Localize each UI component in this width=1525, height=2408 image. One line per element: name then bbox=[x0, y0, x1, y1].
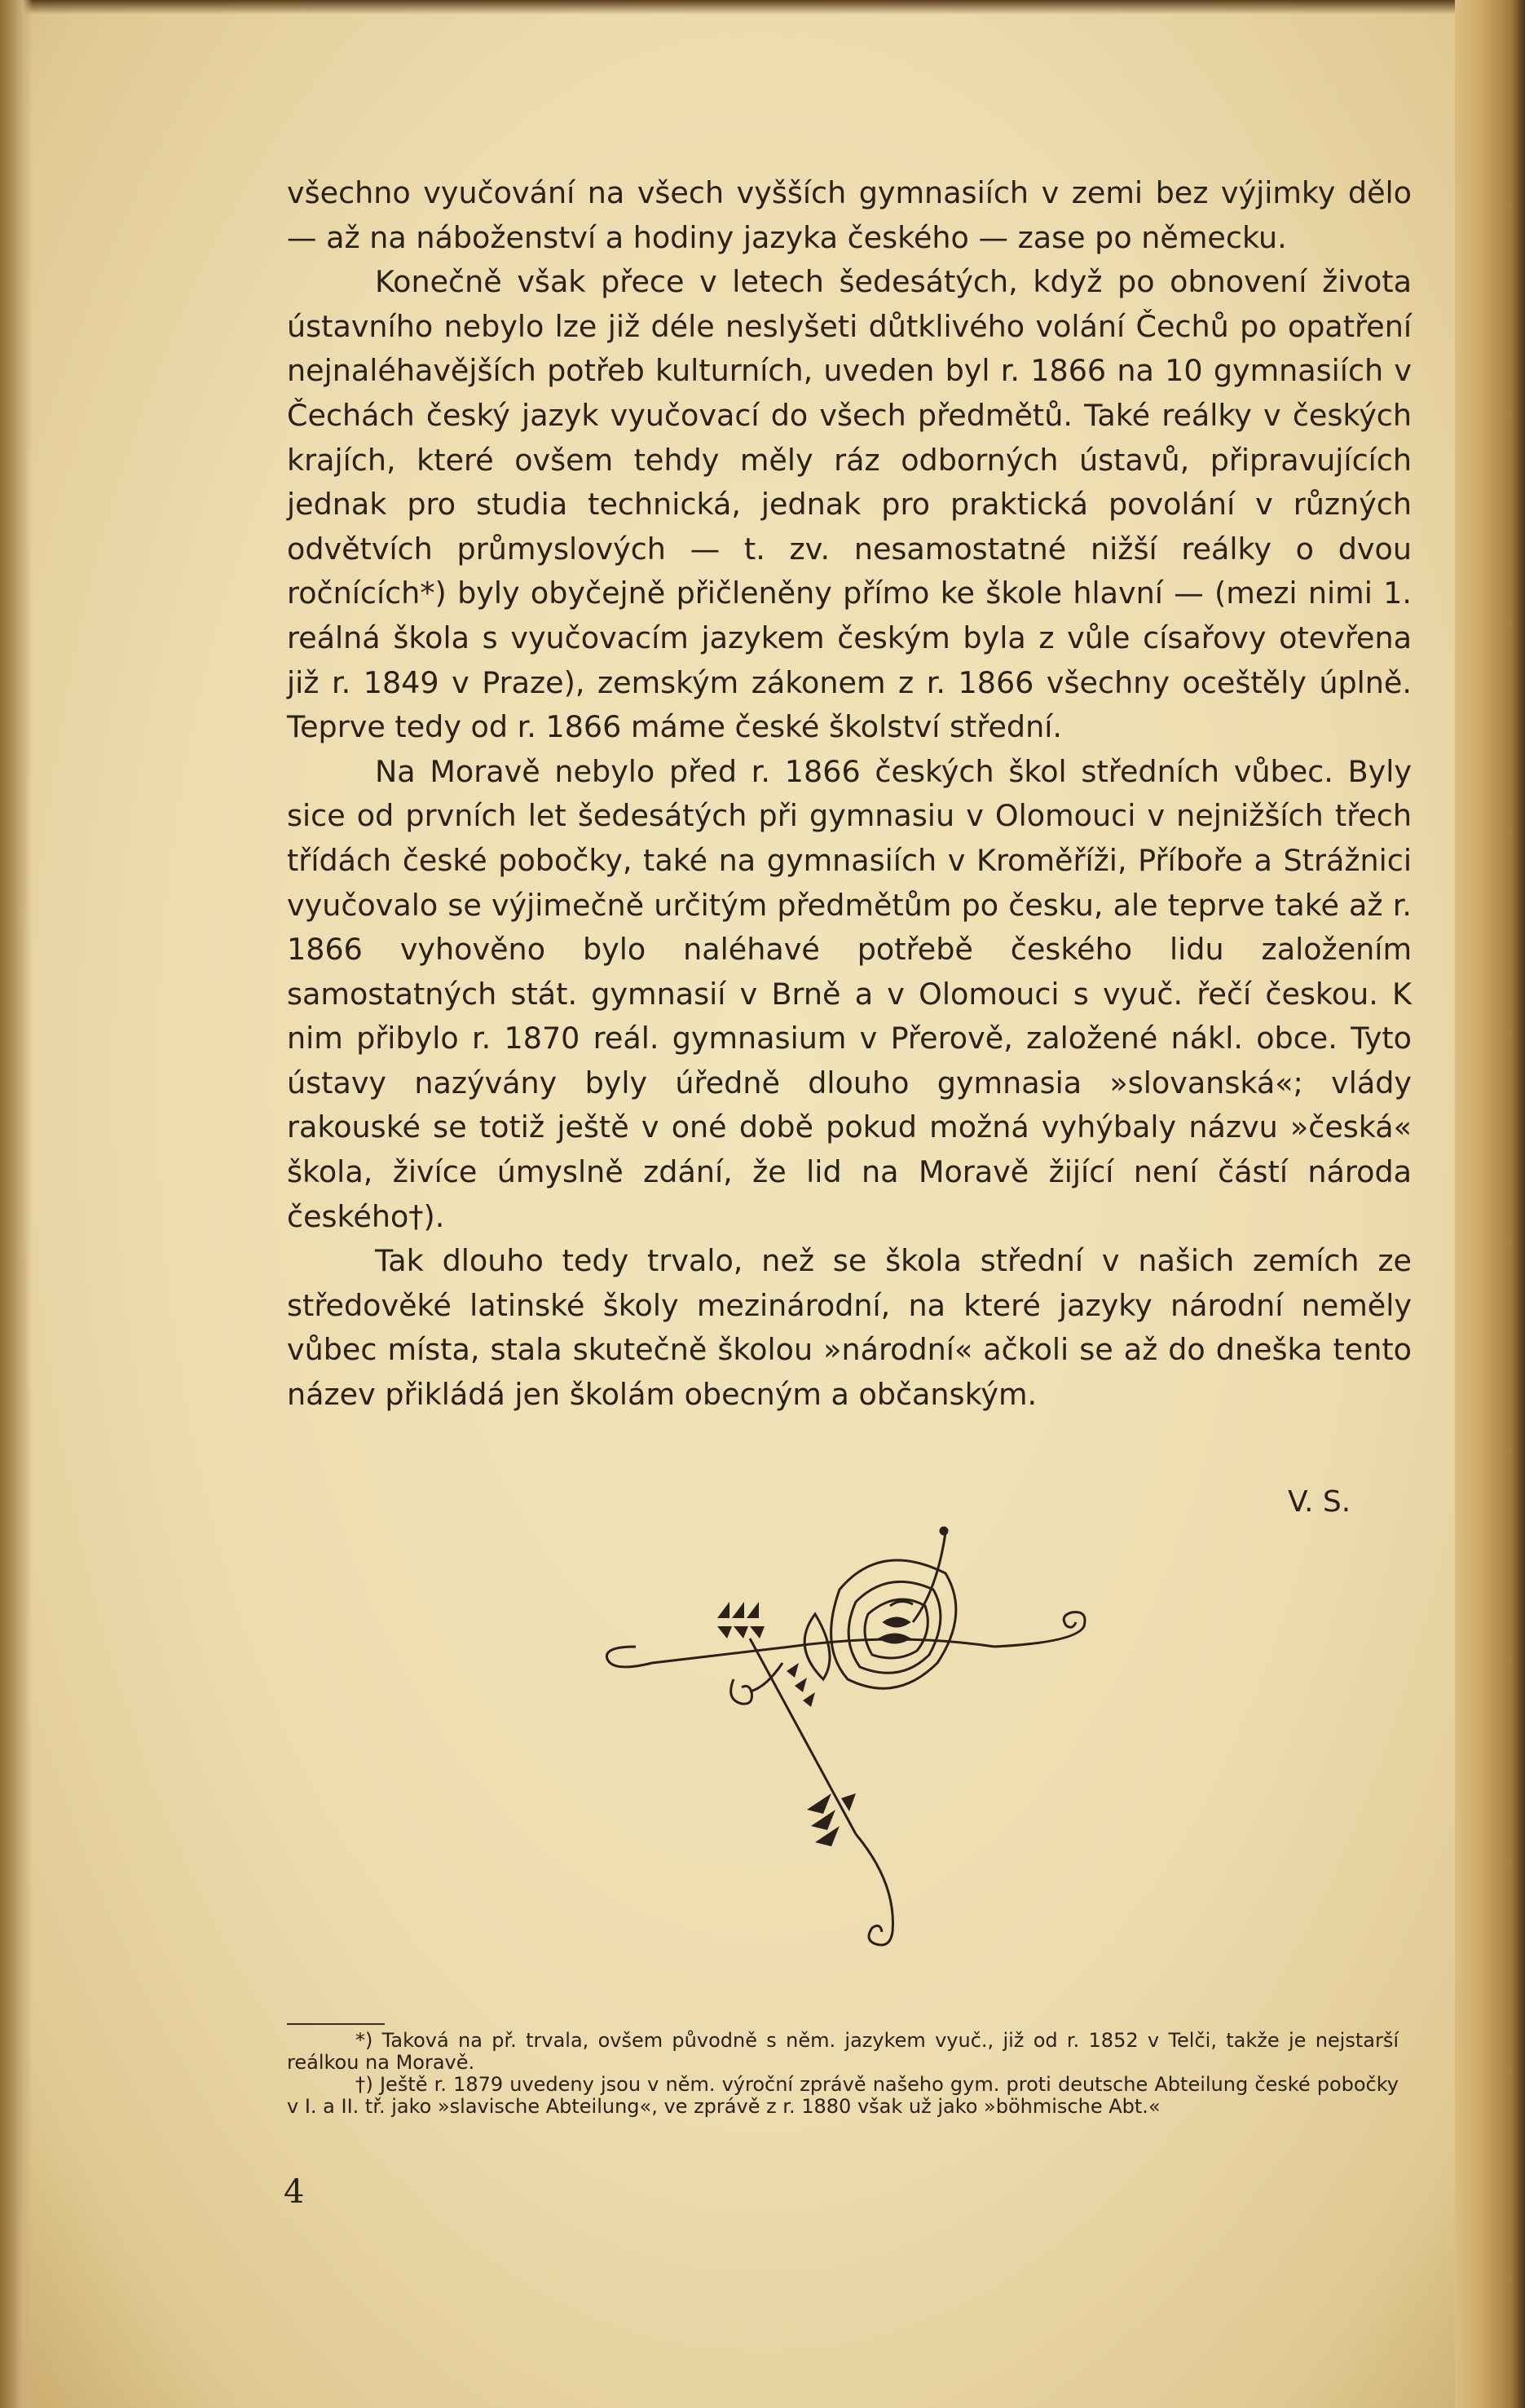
footnote-rule bbox=[287, 2023, 385, 2025]
paragraph-3: Na Moravě nebylo před r. 1866 českých škol středních vůbec. Byly sice od prvních let šedesátých při gymnasiu v Olomouci v nejnižších třech třídách české pobočky, také na gymnasiích v Kroměříži, Příboře a Strážnici vyučovalo se výjimečně určitým předmětům po česku, ale teprve také až r. 1866 vyhověno bylo naléhavé potřebě českého lidu založením samostatných stát. gymnasií v Brně a v Olomouci s vyuč. řečí českou. K nim přibylo r. 1870 reál. gymnasium v Přerově, založené nákl. obce. Tyto ústavy nazývány byly úředně dlouho gymnasia »slovanská«; vlády rakouské se totiž ještě v oné době pokud možná vyhýbaly názvu »česká« škola, živíce úmyslně zdání, že lid na Moravě žijící není částí národa českého†). bbox=[287, 753, 1412, 1234]
page-left-edge bbox=[0, 0, 33, 2408]
art-nouveau-vignette-icon bbox=[587, 1524, 1108, 1965]
page-top-shadow bbox=[0, 0, 1525, 15]
page-number: 4 bbox=[284, 2173, 305, 2211]
body-text bbox=[287, 171, 1412, 1418]
paragraph-4: Tak dlouho tedy trvalo, než se škola střední v našich zemích ze středověké latinské školy mezinárodní, na které jazyky národní neměly vůbec místa, stala skutečně školou »národní« ačkoli se až do dneška tento název přikládá jen školám obecným a občanským. bbox=[287, 1243, 1412, 1413]
footnote-1: *) Taková na př. trvala, ovšem původně s něm. jazykem vyuč., již od r. 1852 v Telči, takže je nejstarší reálkou na Moravě. bbox=[287, 2029, 1399, 2074]
author-signature: V. S. bbox=[1288, 1485, 1351, 1519]
paragraph-1: všechno vyučování na všech vyšších gymnasiích v zemi bez výjimky dělo — až na náboženství a hodiny jazyka českého — zase po německu. bbox=[287, 175, 1412, 255]
paragraph-2: Konečně však přece v letech šedesátých, když po obnovení života ústavního nebylo lze již déle neslyšeti důtklivého volání Čechů po opatření nejnaléhavějších potřeb kulturních, uveden byl r. 1866 na 10 gymnasiích v Čechách český jazyk vyučovací do všech předmětů. Také reálky v českých krajích, které ovšem tehdy měly ráz odborných ústavů, připravujících jednak pro studia technická, jednak pro praktická povolání v různých odvětvích průmyslových — t. zv. nesamostatné nižší reálky o dvou ročnících*) byly obyčejně přičleněny přímo ke škole hlavní — (mezi nimi 1. reálná škola s vyučovacím jazykem českým byla z vůle císařovy otevřena již r. 1849 v Praze), zemským zákonem z r. 1866 všechny oceštěly úplně. Teprve tedy od r. 1866 máme české školství střední. bbox=[287, 264, 1412, 745]
footnotes bbox=[287, 2030, 1399, 2118]
footnote-2: †) Ještě r. 1879 uvedeny jsou v něm. výroční zprávě našeho gym. proti deutsche Abteilung české pobočky v I. a II. tř. jako »slavische Abteilung«, ve zprávě z r. 1880 však už jako »böhmische Abt.« bbox=[287, 2073, 1399, 2118]
page-right-edge bbox=[1455, 0, 1525, 2408]
